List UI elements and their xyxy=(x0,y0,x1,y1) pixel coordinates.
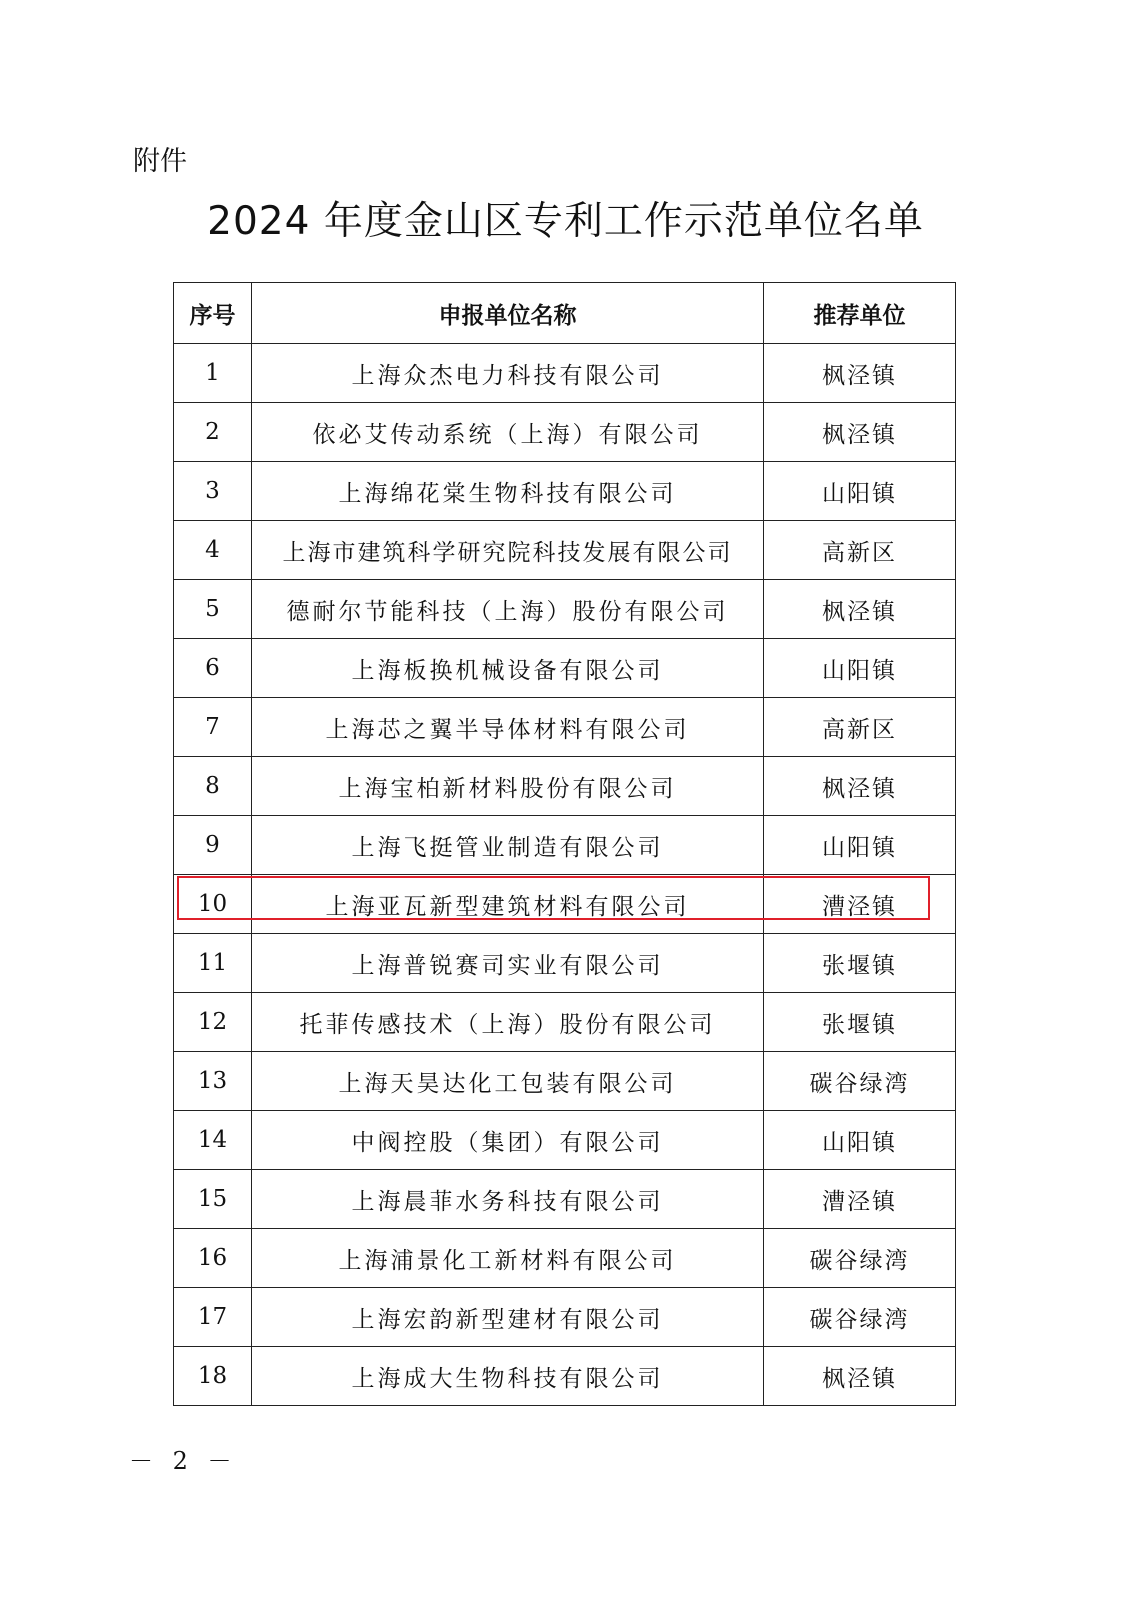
row-index: 1 xyxy=(174,344,252,403)
row-index: 15 xyxy=(174,1170,252,1229)
table-row xyxy=(174,1052,956,1111)
table-row xyxy=(174,1111,956,1170)
table-row xyxy=(174,816,956,875)
row-applicant-name: 上海宝柏新材料股份有限公司 xyxy=(252,757,764,816)
row-recommending-unit: 碳谷绿湾 xyxy=(764,1052,956,1111)
row-applicant-name: 上海市建筑科学研究院科技发展有限公司 xyxy=(252,521,764,580)
row-index: 12 xyxy=(174,993,252,1052)
header-applicant-name: 申报单位名称 xyxy=(252,283,764,344)
table-row xyxy=(174,993,956,1052)
table-row xyxy=(174,1288,956,1347)
row-index: 4 xyxy=(174,521,252,580)
row-applicant-name: 上海普锐赛司实业有限公司 xyxy=(252,934,764,993)
table-row xyxy=(174,580,956,639)
row-applicant-name: 依必艾传动系统（上海）有限公司 xyxy=(252,403,764,462)
row-recommending-unit: 碳谷绿湾 xyxy=(764,1288,956,1347)
header-recommending-unit: 推荐单位 xyxy=(764,283,956,344)
row-index: 8 xyxy=(174,757,252,816)
row-applicant-name: 上海成大生物科技有限公司 xyxy=(252,1347,764,1406)
attachment-label: 附件 xyxy=(133,146,187,177)
row-recommending-unit: 山阳镇 xyxy=(764,462,956,521)
row-index: 5 xyxy=(174,580,252,639)
row-applicant-name: 上海亚瓦新型建筑材料有限公司 xyxy=(252,875,764,934)
row-index: 18 xyxy=(174,1347,252,1406)
unit-list-table xyxy=(173,282,956,1406)
table-row xyxy=(174,403,956,462)
table-row xyxy=(174,1347,956,1406)
row-recommending-unit: 张堰镇 xyxy=(764,934,956,993)
row-applicant-name: 上海宏韵新型建材有限公司 xyxy=(252,1288,764,1347)
row-applicant-name: 上海绵花棠生物科技有限公司 xyxy=(252,462,764,521)
row-index: 10 xyxy=(174,875,252,934)
row-recommending-unit: 枫泾镇 xyxy=(764,1347,956,1406)
table-row xyxy=(174,1170,956,1229)
row-index: 2 xyxy=(174,403,252,462)
row-recommending-unit: 漕泾镇 xyxy=(764,875,956,934)
row-recommending-unit: 枫泾镇 xyxy=(764,344,956,403)
row-applicant-name: 中阀控股（集团）有限公司 xyxy=(252,1111,764,1170)
row-recommending-unit: 山阳镇 xyxy=(764,816,956,875)
row-recommending-unit: 山阳镇 xyxy=(764,1111,956,1170)
table-row-highlighted xyxy=(174,875,956,934)
row-index: 7 xyxy=(174,698,252,757)
row-index: 14 xyxy=(174,1111,252,1170)
row-applicant-name: 上海芯之翼半导体材料有限公司 xyxy=(252,698,764,757)
row-recommending-unit: 碳谷绿湾 xyxy=(764,1229,956,1288)
row-index: 16 xyxy=(174,1229,252,1288)
table-header-row xyxy=(174,283,956,344)
row-applicant-name: 托菲传感技术（上海）股份有限公司 xyxy=(252,993,764,1052)
table-row xyxy=(174,521,956,580)
row-applicant-name: 上海板换机械设备有限公司 xyxy=(252,639,764,698)
row-recommending-unit: 高新区 xyxy=(764,698,956,757)
table-row xyxy=(174,1229,956,1288)
table-row xyxy=(174,639,956,698)
row-recommending-unit: 张堰镇 xyxy=(764,993,956,1052)
row-recommending-unit: 枫泾镇 xyxy=(764,757,956,816)
row-recommending-unit: 枫泾镇 xyxy=(764,403,956,462)
row-index: 17 xyxy=(174,1288,252,1347)
row-recommending-unit: 漕泾镇 xyxy=(764,1170,956,1229)
table-row xyxy=(174,757,956,816)
page-number: － 2 － xyxy=(129,1447,238,1475)
header-index: 序号 xyxy=(174,283,252,344)
row-index: 11 xyxy=(174,934,252,993)
row-recommending-unit: 高新区 xyxy=(764,521,956,580)
row-index: 3 xyxy=(174,462,252,521)
row-index: 13 xyxy=(174,1052,252,1111)
row-applicant-name: 上海众杰电力科技有限公司 xyxy=(252,344,764,403)
row-recommending-unit: 山阳镇 xyxy=(764,639,956,698)
table-row xyxy=(174,462,956,521)
row-applicant-name: 德耐尔节能科技（上海）股份有限公司 xyxy=(252,580,764,639)
row-index: 6 xyxy=(174,639,252,698)
row-index: 9 xyxy=(174,816,252,875)
table-row xyxy=(174,344,956,403)
row-recommending-unit: 枫泾镇 xyxy=(764,580,956,639)
table-row xyxy=(174,934,956,993)
document-title: 2024 年度金山区专利工作示范单位名单 xyxy=(207,199,924,244)
row-applicant-name: 上海浦景化工新材料有限公司 xyxy=(252,1229,764,1288)
row-applicant-name: 上海晨菲水务科技有限公司 xyxy=(252,1170,764,1229)
row-applicant-name: 上海天昊达化工包装有限公司 xyxy=(252,1052,764,1111)
row-applicant-name: 上海飞挺管业制造有限公司 xyxy=(252,816,764,875)
table-row xyxy=(174,698,956,757)
